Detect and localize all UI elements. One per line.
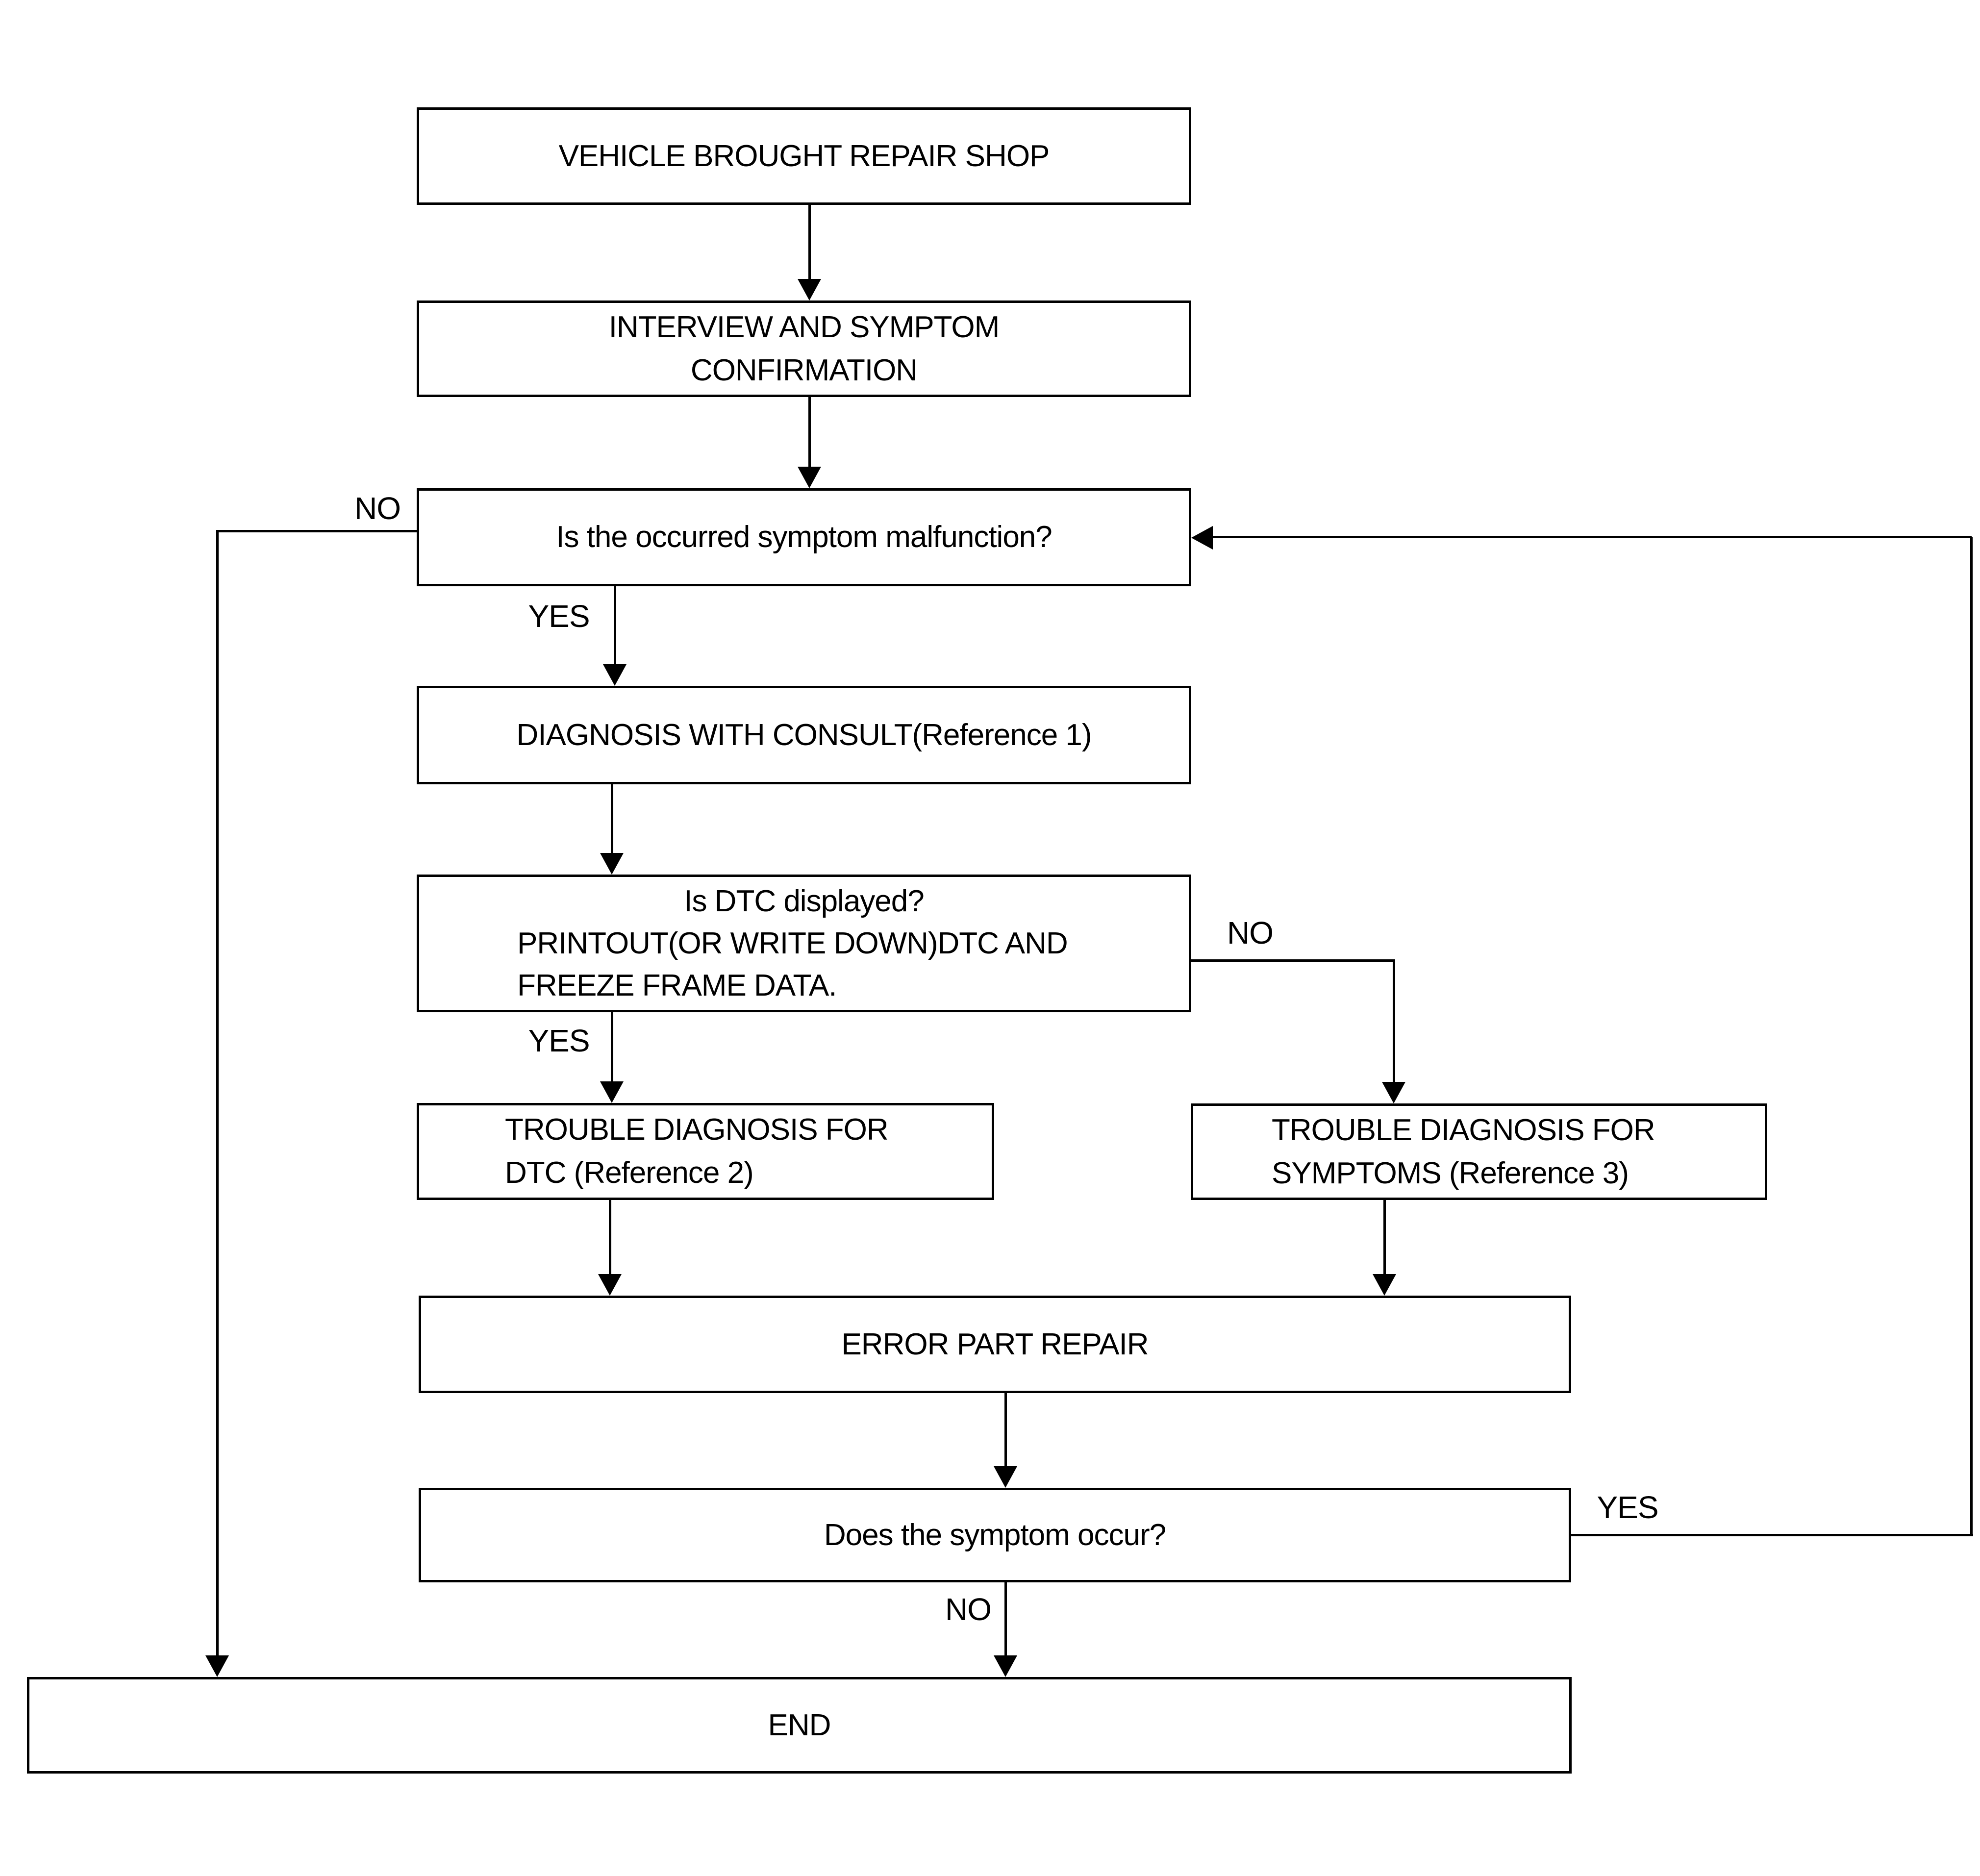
edge-dtc-no-arrowhead	[1382, 1082, 1405, 1103]
node-label: FREEZE FRAME DATA.	[517, 968, 837, 1002]
edge-malfunction-no-hline	[217, 530, 417, 532]
edge-dtcdiag-to-repair-arrowhead	[598, 1274, 622, 1296]
node-label: CONFIRMATION	[690, 353, 918, 387]
edge-occur-yes-vline	[1970, 537, 1973, 1536]
edge-vehicle-to-interview-arrowhead	[798, 279, 821, 300]
edge-consult-to-dtc-arrowhead	[600, 853, 624, 875]
edge-dtc-no-hline	[1191, 959, 1394, 962]
node-is-dtc-displayed	[417, 875, 1191, 1012]
edge-repair-to-occur-arrowhead	[994, 1466, 1017, 1488]
edge-occur-yes-arrowhead	[1191, 526, 1213, 550]
edge-dtcdiag-to-repair-line	[609, 1200, 611, 1276]
edge-occur-yes-hline-top	[1211, 536, 1972, 538]
node-is-symptom-malfunction	[417, 488, 1191, 586]
node-label: VEHICLE BROUGHT REPAIR SHOP	[558, 139, 1050, 173]
edge-malfunction-no-arrowhead	[205, 1655, 229, 1677]
node-vehicle-brought-repair-shop	[417, 107, 1191, 205]
edge-symptomsdiag-to-repair-arrowhead	[1373, 1274, 1396, 1296]
node-label: Does the symptom occur?	[824, 1518, 1166, 1552]
edge-label-occur-no: NO	[945, 1592, 991, 1627]
edge-occur-yes-hline-bottom	[1571, 1534, 1973, 1536]
edge-interview-to-malfunction-arrowhead	[798, 467, 821, 488]
edge-label-dtc-yes: YES	[528, 1023, 590, 1058]
node-label: INTERVIEW AND SYMPTOM	[608, 310, 1000, 344]
node-label: Is DTC displayed?	[684, 884, 924, 918]
edge-dtc-yes-line	[611, 1012, 613, 1084]
node-label: DTC (Reference 2)	[505, 1156, 753, 1190]
edge-occur-no-arrowhead	[994, 1655, 1017, 1677]
edge-repair-to-occur-line	[1004, 1393, 1007, 1468]
node-end	[27, 1677, 1572, 1774]
node-interview-symptom-confirmation	[417, 300, 1191, 397]
node-label: Is the occurred symptom malfunction?	[556, 520, 1052, 554]
edge-consult-to-dtc-line	[611, 784, 613, 855]
edge-vehicle-to-interview-line	[808, 203, 811, 281]
edge-label-dtc-no: NO	[1227, 915, 1273, 951]
node-label: DIAGNOSIS WITH CONSULT(Reference 1)	[516, 718, 1092, 752]
edge-label-occur-yes: YES	[1597, 1490, 1658, 1525]
edge-symptomsdiag-to-repair-line	[1383, 1200, 1386, 1276]
node-label: TROUBLE DIAGNOSIS FOR	[505, 1113, 888, 1147]
node-trouble-diagnosis-dtc	[417, 1103, 994, 1200]
edge-dtc-yes-arrowhead	[600, 1081, 624, 1103]
edge-interview-to-malfunction-line	[808, 397, 811, 469]
edge-malfunction-yes-line	[614, 586, 616, 667]
edge-malfunction-no-vline	[216, 530, 219, 1657]
node-label: TROUBLE DIAGNOSIS FOR	[1272, 1113, 1655, 1147]
edge-malfunction-yes-arrowhead	[603, 664, 627, 686]
node-trouble-diagnosis-symptoms	[1191, 1103, 1767, 1200]
node-does-symptom-occur	[419, 1488, 1571, 1582]
edge-label-malfunction-no: NO	[354, 491, 401, 526]
node-label: ERROR PART REPAIR	[841, 1327, 1149, 1361]
edge-label-malfunction-yes: YES	[528, 599, 590, 634]
node-error-part-repair	[419, 1296, 1571, 1393]
node-label: PRINTOUT(OR WRITE DOWN)DTC AND	[517, 926, 1068, 960]
node-diagnosis-with-consult	[417, 686, 1191, 784]
edge-dtc-no-vline	[1393, 959, 1395, 1084]
node-label: END	[768, 1708, 831, 1742]
node-label: SYMPTOMS (Reference 3)	[1272, 1156, 1629, 1190]
